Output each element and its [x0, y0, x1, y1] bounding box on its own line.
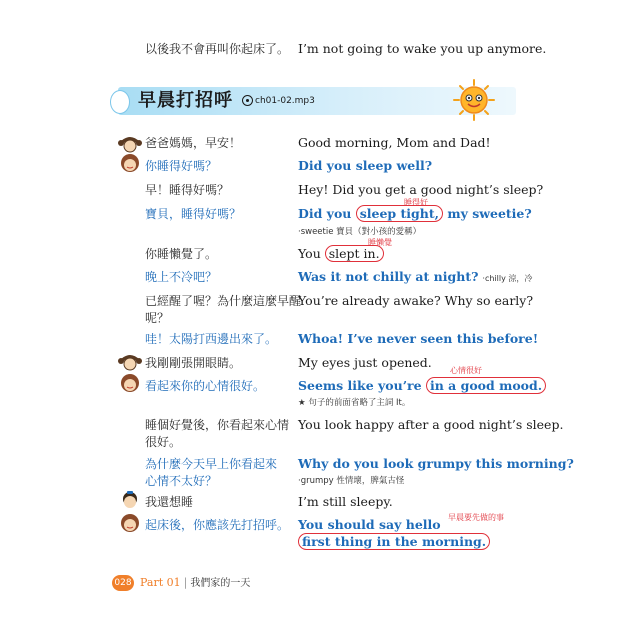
handwritten-note: 睡懶覺 — [368, 238, 392, 247]
vocab-note: ‧chilly 涼，冷 — [482, 274, 533, 283]
audio-filename: ch01-02.mp3 — [255, 96, 315, 106]
chinese-phrase: 起床後，你應該先打招呼。 — [145, 518, 290, 532]
girl-avatar-icon — [118, 134, 142, 154]
audio-disc-icon — [242, 95, 253, 106]
chinese-phrase: 看起來你的心情很好。 — [145, 379, 266, 393]
handwritten-note: 睡得好 — [404, 198, 428, 207]
chinese-phrase: 晚上不冷吧？ — [145, 270, 218, 284]
handwritten-note: 早晨要先做的事 — [448, 513, 504, 522]
english-phrase: I’m not going to wake you up anymore. — [298, 41, 547, 56]
chinese-phrase-cont: 心情不太好？ — [145, 474, 218, 488]
chinese-phrase: 早！睡得好嗎？ — [145, 183, 230, 197]
english-phrase: Seems like you’re in a good mood. — [298, 377, 546, 395]
chinese-phrase: 你睡得好嗎？ — [145, 159, 218, 173]
child-avatar-icon — [118, 490, 142, 510]
page-number: 028 — [112, 575, 134, 591]
english-phrase: Hey! Did you get a good night’s sleep? — [298, 182, 544, 197]
running-footer — [140, 575, 250, 592]
english-phrase: Whoa! I’ve never seen this before! — [298, 331, 539, 346]
english-phrase: I’m still sleepy. — [298, 494, 393, 509]
snail-curl-icon — [110, 90, 130, 114]
english-phrase: My eyes just opened. — [298, 355, 432, 370]
vocab-note: ‧sweetie 寶貝（對小孩的愛稱） — [298, 227, 422, 237]
handwritten-circle: sleep tight, — [356, 205, 443, 222]
chinese-phrase-cont: 呢？ — [145, 311, 170, 325]
handwritten-circle: slept in. — [325, 245, 384, 262]
english-phrase: Did you sleep tight, my sweetie? — [298, 206, 532, 221]
chinese-phrase: 已經醒了喔？為什麼這麼早醒 — [145, 294, 302, 308]
english-phrase: You look happy after a good night’s sleep. — [298, 417, 564, 432]
english-phrase: You should say hello — [298, 517, 441, 532]
vocab-note: ‧grumpy 性情壞，脾氣古怪 — [298, 476, 405, 486]
girl-avatar-icon — [118, 352, 142, 372]
chinese-phrase: 睡個好覺後，你看起來心情 — [145, 418, 290, 432]
english-phrase: Good morning, Mom and Dad! — [298, 135, 491, 150]
english-phrase: Why do you look grumpy this morning? — [298, 456, 574, 471]
chinese-phrase: 哇！太陽打西邊出來了。 — [145, 332, 278, 346]
chinese-phrase: 我剛剛張開眼睛。 — [145, 356, 242, 370]
chinese-phrase: 爸爸媽媽，早安！ — [145, 136, 242, 150]
handwritten-circle: first thing in the morning. — [298, 533, 490, 550]
part-label: Part 01 — [140, 576, 181, 589]
chinese-phrase: 我還想睡 — [145, 495, 194, 509]
english-phrase: You’re already awake? Why so early? — [298, 293, 534, 308]
mother-avatar-icon — [118, 153, 142, 173]
english-phrase: Did you sleep well? — [298, 158, 433, 173]
handwritten-circle: in a good mood. — [426, 377, 546, 394]
english-phrase: You slept in. — [298, 245, 384, 263]
chinese-phrase: 寶貝，睡得好嗎？ — [145, 207, 242, 221]
audio-track — [242, 95, 315, 106]
chinese-phrase: 以後我不會再叫你起床了。 — [145, 42, 290, 56]
handwritten-note: 心情很好 — [450, 366, 482, 375]
section-title: 早晨打招呼 — [138, 90, 233, 111]
mother-avatar-icon — [118, 513, 142, 533]
grammar-note: ★ 句子的前面省略了主詞 It。 — [298, 398, 411, 408]
mother-avatar-icon — [118, 373, 142, 393]
sun-face-icon — [452, 78, 496, 122]
footer-separator: | — [183, 576, 188, 589]
english-phrase: Was it not chilly at night? ‧chilly 涼，冷 — [298, 269, 533, 284]
chinese-phrase: 你睡懶覺了。 — [145, 247, 218, 261]
chinese-phrase-cont: 很好。 — [145, 435, 182, 449]
chinese-phrase: 為什麼今天早上你看起來 — [145, 457, 278, 471]
chapter-title: 我們家的一天 — [190, 578, 251, 589]
